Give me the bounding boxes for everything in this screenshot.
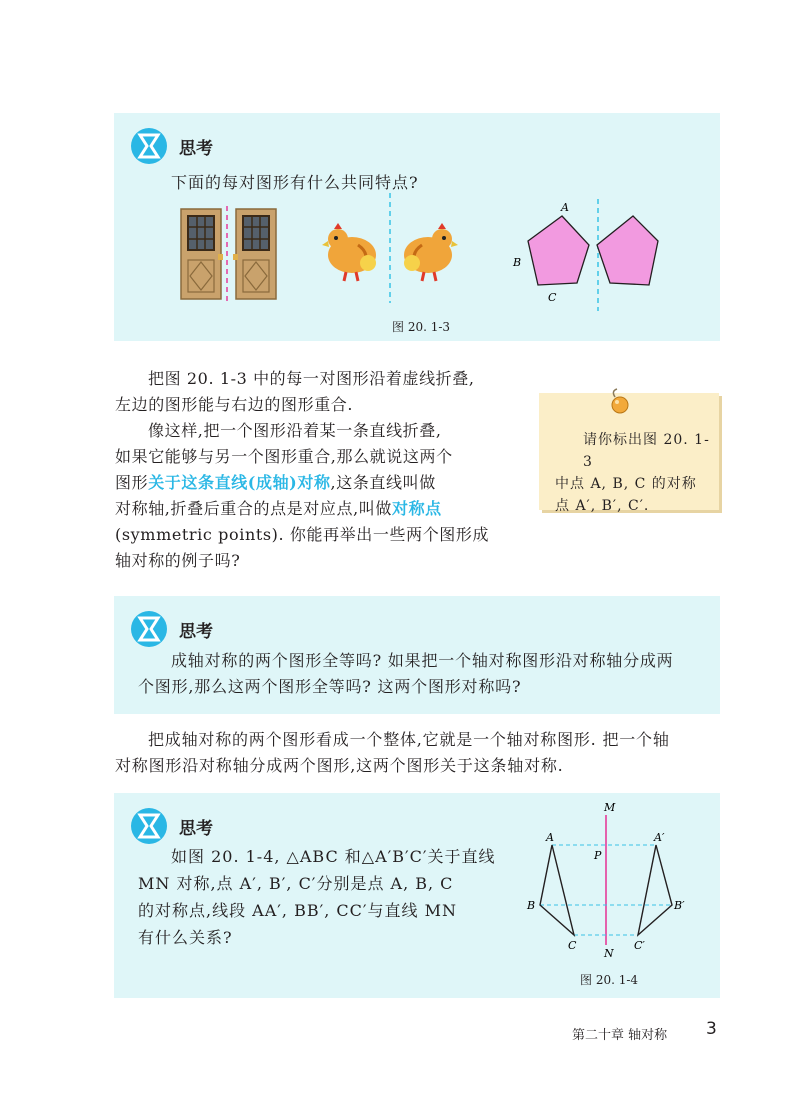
para1-line-2: 左边的图形能与右边的图形重合. bbox=[115, 395, 354, 414]
door-left-image bbox=[181, 209, 223, 299]
para1-line-3: 像这样,把一个图形沿着某一条直线折叠, bbox=[148, 421, 442, 440]
label-c: C bbox=[548, 291, 557, 304]
think-question-2: 成轴对称的两个图形全等吗? 如果把一个轴对称图形沿对称轴分成两 个图形,那么这两个图形全等吗? 这两个图形对称吗? bbox=[138, 651, 674, 696]
think-box-3 bbox=[114, 793, 720, 998]
para1-line-8: 轴对称的例子吗? bbox=[115, 551, 241, 570]
triangle-a1b1c1 bbox=[638, 845, 672, 935]
think-label: 思考 bbox=[179, 819, 213, 839]
chicken-pair-figure bbox=[320, 193, 460, 303]
figure-caption-20-1-3: 图 20. 1-3 bbox=[392, 320, 451, 334]
think-box-1 bbox=[114, 113, 720, 341]
think-label: 思考 bbox=[179, 139, 213, 159]
hourglass-icon bbox=[130, 807, 168, 845]
label-c-prime: C′ bbox=[634, 939, 645, 952]
hourglass-icon bbox=[130, 610, 168, 648]
figure-20-1-4 bbox=[516, 799, 716, 959]
label-b: B bbox=[513, 256, 522, 269]
think-question-3: 如图 20. 1-4, △ABC 和△A′B′C′关于直线 MN 对称,点 A′, B′, C′分别是点 A, B, C 的对称点,线段 AA′, BB′, CC′与直线 MN 有什么关系? bbox=[138, 847, 496, 947]
para2-line-2: 对称图形沿对称轴分成两个图形,这两个图形关于这条轴对称. bbox=[115, 756, 564, 775]
pentagon-left bbox=[528, 216, 589, 285]
para2-line-1: 把成轴对称的两个图形看成一个整体,它就是一个轴对称图形. 把一个轴 bbox=[148, 730, 670, 749]
think-question: 下面的每对图形有什么共同特点? bbox=[171, 173, 419, 192]
term-symmetric-points: 对称点 bbox=[391, 499, 442, 518]
label-m: M bbox=[604, 801, 616, 814]
side-note bbox=[539, 393, 719, 514]
term-axis-symmetric: 关于这条直线(成轴)对称 bbox=[148, 473, 331, 492]
chicken-left-image bbox=[322, 223, 376, 281]
chapter-footer: 第二十章 轴对称 bbox=[572, 1028, 668, 1043]
pentagon-pair-figure bbox=[506, 199, 666, 311]
hourglass-icon bbox=[130, 127, 168, 165]
page-number: 3 bbox=[706, 1019, 717, 1039]
label-a: A bbox=[561, 201, 569, 214]
para1-line-7: (symmetric points). 你能再举出一些两个图形成 bbox=[115, 525, 490, 544]
paragraph-2 bbox=[115, 727, 670, 779]
para1-line-5: 图形关于这条直线(成轴)对称,这条直线叫做 bbox=[115, 473, 436, 492]
label-n: N bbox=[604, 947, 614, 959]
label-p: P bbox=[594, 849, 602, 862]
triangle-abc bbox=[540, 845, 574, 935]
para1-line-6: 对称轴,折叠后重合的点是对应点,叫做对称点 bbox=[115, 499, 442, 518]
pentagon-right bbox=[597, 216, 658, 285]
pushpin-icon bbox=[607, 387, 633, 415]
door-pair-figure bbox=[178, 206, 290, 302]
chicken-right-image bbox=[404, 223, 458, 281]
door-right-image bbox=[233, 209, 276, 299]
label-c: C bbox=[568, 939, 577, 952]
para1-line-1: 把图 20. 1-3 中的每一对图形沿着虚线折叠, bbox=[148, 369, 475, 388]
figure-caption-20-1-4: 图 20. 1-4 bbox=[580, 973, 639, 987]
label-a-prime: A′ bbox=[654, 831, 665, 844]
side-note-text: 请你标出图 20. 1-3 中点 A, B, C 的对称 点 A′, B′, C′. bbox=[555, 432, 710, 514]
paragraph-1 bbox=[115, 366, 489, 574]
label-a: A bbox=[546, 831, 554, 844]
think-label: 思考 bbox=[179, 622, 213, 642]
label-b-prime: B′ bbox=[674, 899, 685, 912]
para1-line-4: 如果它能够与另一个图形重合,那么就说这两个 bbox=[115, 447, 453, 466]
label-b: B bbox=[527, 899, 536, 912]
think-box-2 bbox=[114, 596, 720, 714]
